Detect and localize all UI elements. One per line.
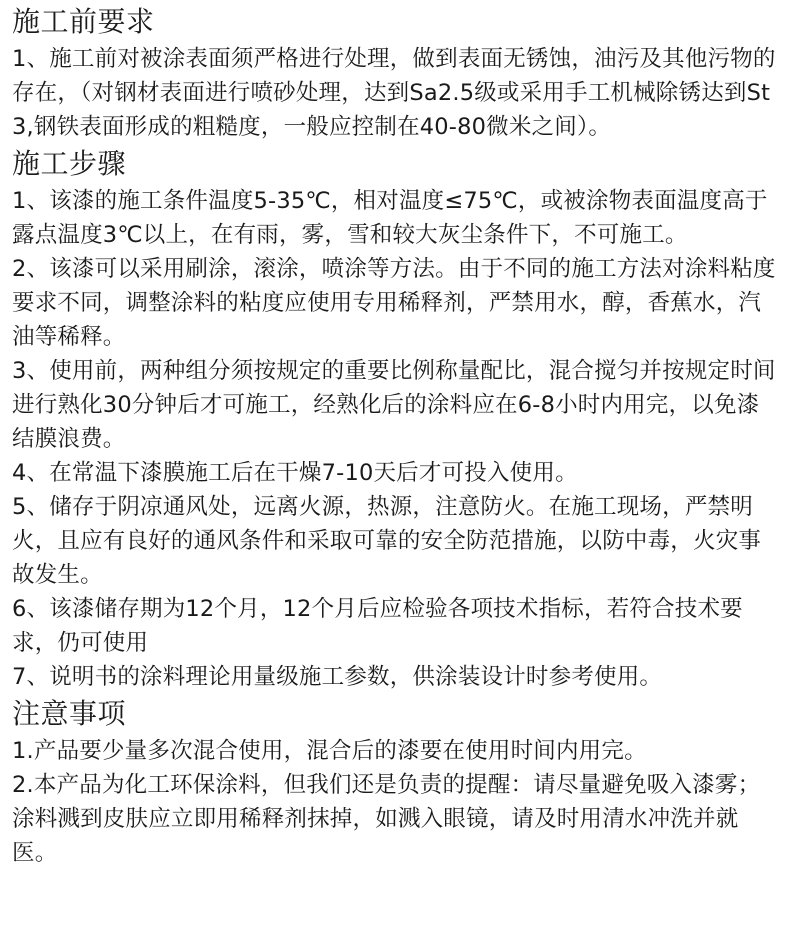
- precaution-item-2: 2.本产品为化工环保涂料，但我们还是负责的提醒：请尽量避免吸入漆雾；涂料溅到皮肤应立即用稀释剂抹掉，如溅入眼镜，请及时用清水冲洗并就医。: [12, 772, 761, 866]
- instruction-document: [12, 2, 778, 870]
- section-title-pre-construction: 施工前要求: [12, 5, 155, 38]
- construction-step-1: 1、该漆的施工条件温度5-35℃，相对温度≤75℃，或被涂物表面温度高于露点温度3℃以上，在有雨，雾，雪和较大灰尘条件下，不可施工。: [12, 188, 768, 248]
- construction-step-4: 4、在常温下漆膜施工后在干燥7-10天后才可投入使用。: [12, 460, 578, 486]
- section-title-precautions: 注意事项: [12, 697, 127, 730]
- construction-step-5: 5、储存于阴凉通风处，远离火源，热源，注意防火。在施工现场，严禁明火，且应有良好的通风条件和采取可靠的安全防范措施，以防中毒，火灾事故发生。: [12, 494, 762, 588]
- section-title-construction-steps: 施工步骤: [12, 147, 127, 180]
- construction-step-6: 6、该漆储存期为12个月，12个月后应检验各项技术指标，若符合技术要求，仍可使用: [12, 596, 743, 656]
- construction-step-3: 3、使用前，两种组分须按规定的重要比例称量配比，混合搅匀并按规定时间进行熟化30分钟后才可施工，经熟化后的涂料应在6-8小时内用完，以免漆结膜浪费。: [12, 358, 776, 452]
- pre-construction-item-1: 1、施工前对被涂表面须严格进行处理，做到表面无锈蚀，油污及其他污物的存在，（对钢材表面进行喷砂处理，达到Sa2.5级或采用手工机械除锈达到St3,钢铁表面形成的粗糙度，一般应控制在40-80微米之间）。: [12, 46, 776, 140]
- construction-step-2: 2、该漆可以采用刷涂，滚涂，喷涂等方法。由于不同的施工方法对涂料粘度要求不同，调整涂料的粘度应使用专用稀释剂，严禁用水，醇，香蕉水，汽油等稀释。: [12, 256, 776, 350]
- construction-step-7: 7、说明书的涂料理论用量级施工参数，供涂装设计时参考使用。: [12, 664, 663, 690]
- precaution-item-1: 1.产品要少量多次混合使用，混合后的漆要在使用时间内用完。: [12, 738, 647, 764]
